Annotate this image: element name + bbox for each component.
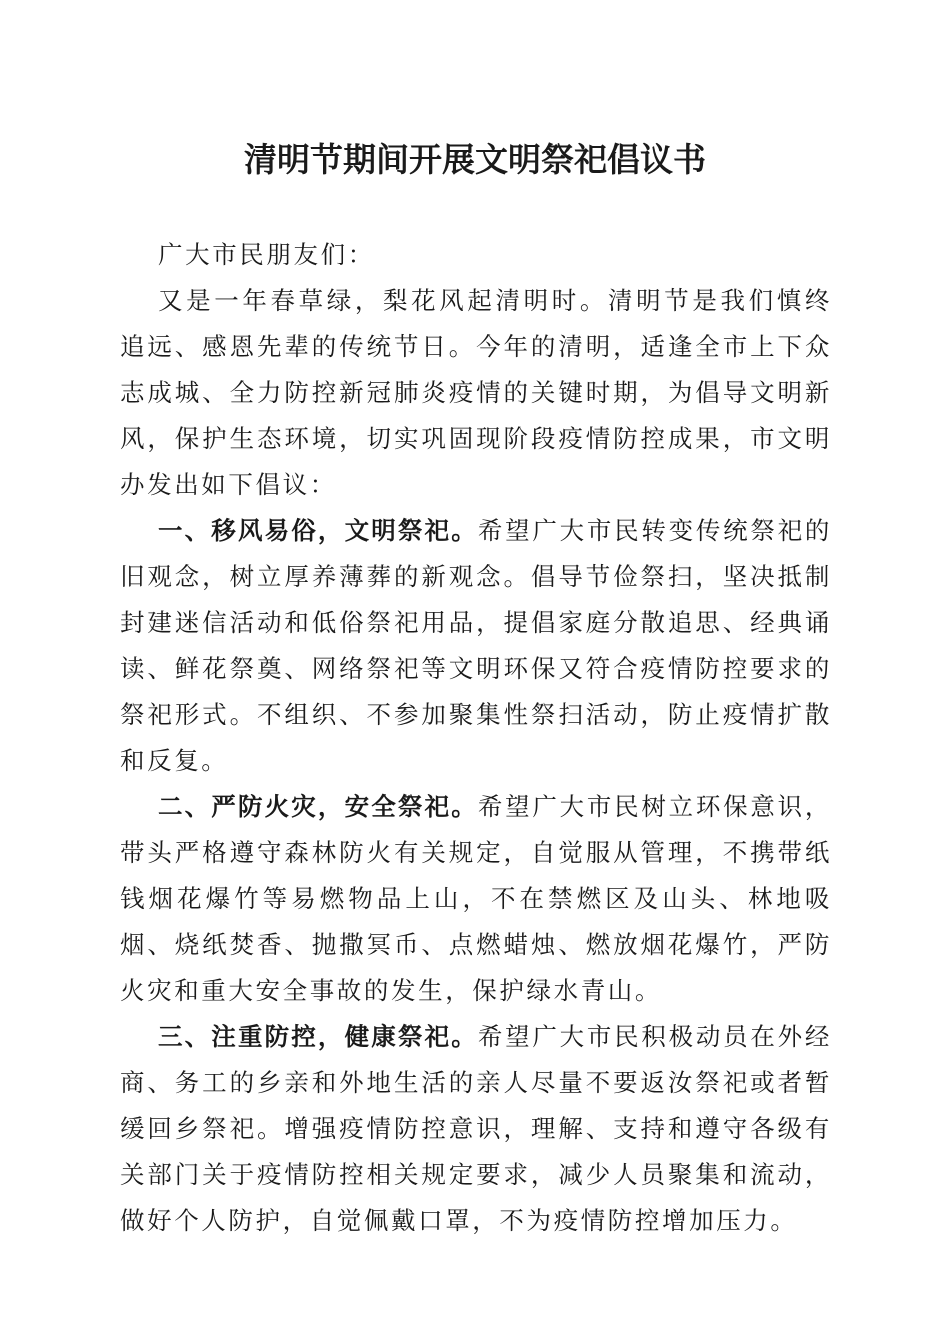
item-text-1: 希望广大市民转变传统祭祀的旧观念，树立厚养薄葬的新观念。倡导节俭祭扫，坚决抵制封建迷信活动和低俗祭祀用品，提倡家庭分散追思、经典诵读、鲜花祭奠、网络祭祀等文明环保又符合疫情防控要求的祭祀形式。不组织、不参加聚集性祭扫活动，防止疫情扩散和反复。 — [120, 516, 832, 775]
item-heading-3: 三、注重防控，健康祭祀。 — [158, 1022, 478, 1051]
item-paragraph-1 — [120, 508, 832, 784]
item-text-2: 希望广大市民树立环保意识，带头严格遵守森林防火有关规定，自觉服从管理，不携带纸钱烟花爆竹等易燃物品上山，不在禁燃区及山头、林地吸烟、烧纸焚香、抛撒冥币、点燃蜡烛、燃放烟花爆竹，严防火灾和重大安全事故的发生，保护绿水青山。 — [120, 792, 832, 1005]
item-text-3: 希望广大市民积极动员在外经商、务工的乡亲和外地生活的亲人尽量不要返汝祭祀或者暂缓回乡祭祀。增强疫情防控意识，理解、支持和遵守各级有关部门关于疫情防控相关规定要求，减少人员聚集和流动，做好个人防护，自觉佩戴口罩，不为疫情防控增加压力。 — [120, 1022, 832, 1235]
document-title: 清明节期间开展文明祭祀倡议书 — [244, 140, 706, 179]
salutation: 广大市民朋友们： — [158, 240, 375, 269]
item-paragraph-2 — [120, 784, 832, 1014]
item-heading-1: 一、移风易俗，文明祭祀。 — [158, 516, 478, 545]
item-heading-2: 二、严防火灾，安全祭祀。 — [158, 792, 478, 821]
intro-paragraph: 又是一年春草绿，梨花风起清明时。清明节是我们慎终追远、感恩先辈的传统节日。今年的清明，适逢全市上下众志成城、全力防控新冠肺炎疫情的关键时期，为倡导文明新风，保护生态环境，切实巩固现阶段疫情防控成果，市文明办发出如下倡议： — [120, 286, 832, 499]
document-body — [120, 232, 832, 1244]
item-paragraph-3 — [120, 1014, 832, 1244]
